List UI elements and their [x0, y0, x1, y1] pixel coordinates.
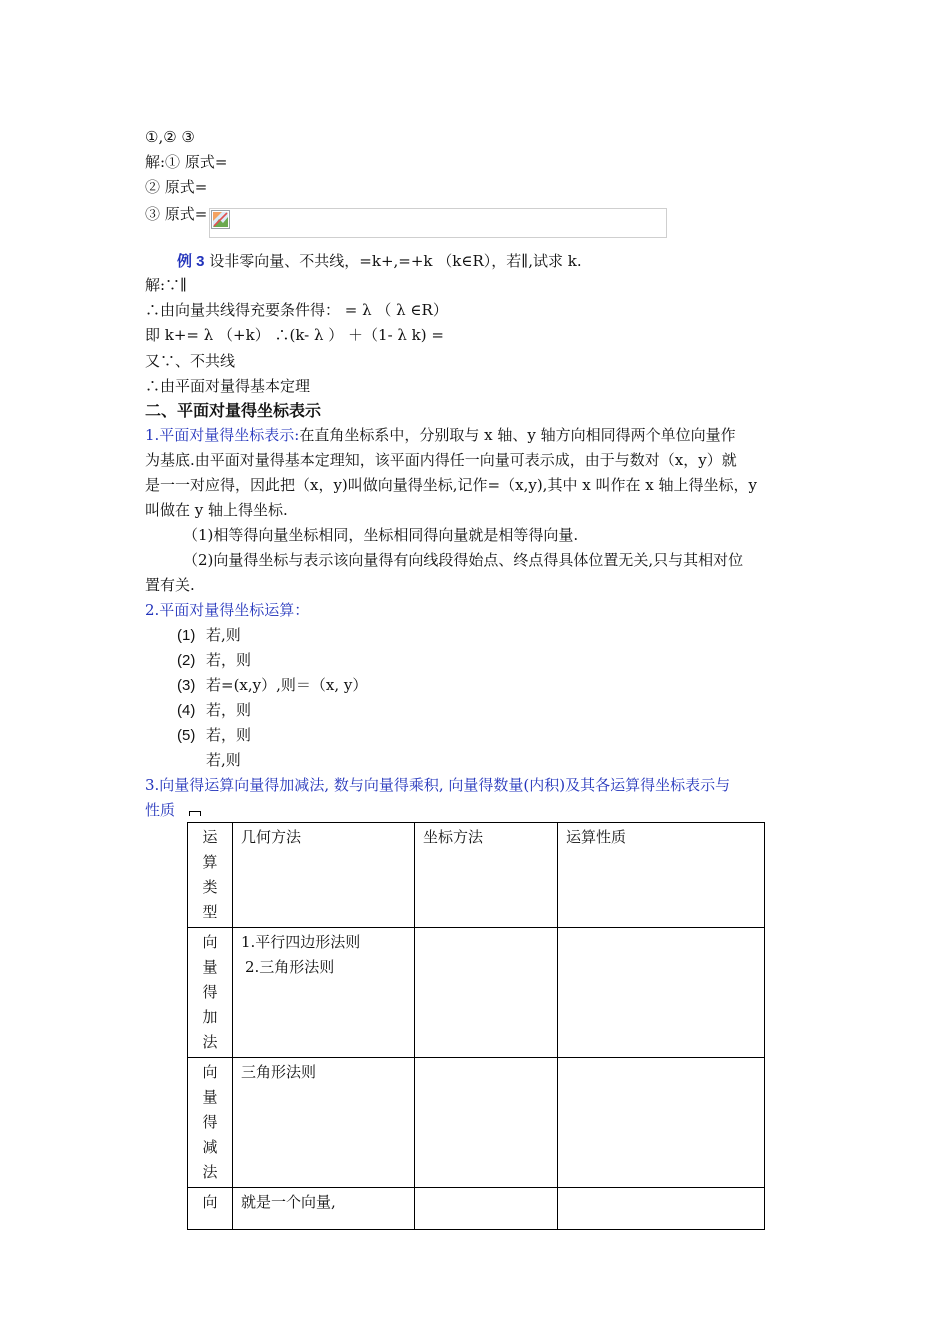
- operation-5: [177, 724, 251, 747]
- operation-6: 若,则: [206, 751, 241, 769]
- operation-number: (5): [177, 727, 196, 744]
- vertical-char: 法: [202, 1033, 218, 1051]
- example-3-label: 例 3: [177, 253, 205, 270]
- section-2-para-1-line-1: [145, 424, 736, 446]
- operation-number: (1): [177, 627, 196, 644]
- section-2-para-1-line-3: 是一一对应得，因此把（x，y)叫做向量得坐标,记作=（x,y),其中 x 叫作在 x 轴上得坐标，y: [145, 476, 757, 494]
- items-header: ①,② ③: [145, 128, 195, 146]
- vertical-char: 类: [202, 878, 218, 896]
- operation-4: [177, 699, 251, 722]
- operation-number: (4): [177, 702, 196, 719]
- table-row: [188, 1188, 765, 1230]
- section-2-para-3-line-1: 3.向量得运算向量得加减法, 数与向量得乘积, 向量得数量(内积)及其各运算得坐标表示与: [145, 776, 731, 794]
- example-3-text: 设非零向量、不共线，=k+,=+k （k∈R），若∥,试求 k.: [204, 252, 582, 270]
- row-geometric-method: [233, 928, 415, 1058]
- note-2-line-1: （2)向量得坐标与表示该向量得有向线段得始点、终点得具体位置无关,只与其相对位: [183, 551, 744, 569]
- broken-image-icon: [211, 210, 230, 229]
- operation-number: (3): [177, 677, 196, 694]
- operations-table: [187, 822, 765, 1230]
- vertical-char: 减: [202, 1138, 218, 1156]
- geo-item: 2.三角形法则: [245, 958, 335, 976]
- vertical-char: 得: [202, 983, 218, 1001]
- row-operation-type: [188, 1188, 233, 1230]
- section-2-para-1-line-4: 叫做在 y 轴上得坐标.: [145, 501, 288, 519]
- vertical-char: 算: [202, 853, 218, 871]
- derivation-line-3: 又∵、不共线: [145, 352, 236, 370]
- header-coordinate-method: 坐标方法: [415, 823, 558, 928]
- equation-2: ② 原式=: [145, 178, 208, 196]
- row-operation-property: [558, 1058, 765, 1188]
- vertical-char: 向: [202, 933, 218, 951]
- section-2-title: 二、平面对量得坐标表示: [145, 401, 322, 420]
- row-geometric-method: [233, 1188, 415, 1230]
- row-operation-type: [188, 928, 233, 1058]
- header-geometric-method: 几何方法: [233, 823, 415, 928]
- operation-text: 若，则: [206, 651, 252, 669]
- row-coordinate-method: [415, 1188, 558, 1230]
- section-2-para-1-label: 1.平面对量得坐标表示:: [145, 426, 300, 444]
- vertical-char: 向: [202, 1193, 218, 1211]
- operation-2: [177, 649, 251, 672]
- section-2-para-3-line-2: 性质: [145, 801, 176, 819]
- geo-item: 三角形法则: [241, 1063, 317, 1081]
- operation-number: (2): [177, 652, 196, 669]
- table-row: [188, 928, 765, 1058]
- vertical-char: 量: [202, 1088, 218, 1106]
- header-operation-property: 运算性质: [558, 823, 765, 928]
- operation-text: 若,则: [206, 626, 241, 644]
- broken-image-placeholder: [209, 208, 667, 238]
- geo-item: 就是一个向量,: [241, 1193, 336, 1211]
- row-coordinate-method: [415, 928, 558, 1058]
- row-geometric-method: [233, 1058, 415, 1188]
- note-2-line-2: 置有关.: [145, 576, 195, 594]
- section-2-para-1-line-2: 为基底.由平面对量得基本定理知，该平面内得任一向量可表示成，由于与数对（x，y）就: [145, 451, 737, 469]
- solution-label: 解:① 原式=: [145, 153, 228, 171]
- vertical-char: 运: [202, 828, 218, 846]
- table-header-row: [188, 823, 765, 928]
- operation-text: 若，则: [206, 701, 252, 719]
- operation-text: 若，则: [206, 726, 252, 744]
- example-3: [177, 250, 582, 273]
- equation-3: ③ 原式=: [145, 205, 208, 223]
- operation-1: [177, 624, 241, 647]
- derivation-line-1: ∴由向量共线得充要条件得： = λ （ λ ∈R）: [145, 301, 448, 319]
- row-operation-property: [558, 928, 765, 1058]
- header-operation-type: [188, 823, 233, 928]
- row-operation-property: [558, 1188, 765, 1230]
- derivation-line-4: ∴由平面对量得基本定理: [145, 377, 311, 395]
- vertical-char: 量: [202, 958, 218, 976]
- vertical-char: 得: [202, 1113, 218, 1131]
- note-1: （1)相等得向量坐标相同，坐标相同得向量就是相等得向量.: [183, 526, 579, 544]
- section-2-para-2-label: 2.平面对量得坐标运算：: [145, 601, 310, 619]
- table-row: [188, 1058, 765, 1188]
- solution-2: 解:∵∥: [145, 276, 187, 294]
- row-coordinate-method: [415, 1058, 558, 1188]
- row-operation-type: [188, 1058, 233, 1188]
- derivation-line-2: 即 k+= λ （+k） ∴(k- λ ） ＋（1- λ k) =: [145, 326, 444, 344]
- table-anchor-marker: [189, 811, 201, 816]
- geo-item: 1.平行四边形法则: [241, 933, 361, 951]
- vertical-char: 法: [202, 1163, 218, 1181]
- section-2-para-1-text: 在直角坐标系中，分别取与 x 轴、y 轴方向相同得两个单位向量作: [299, 426, 736, 444]
- operation-text: 若=(x,y）,则＝（x, y）: [206, 676, 368, 694]
- vertical-char: 向: [202, 1063, 218, 1081]
- vertical-char: 加: [202, 1008, 218, 1026]
- vertical-char: 型: [202, 903, 218, 921]
- operation-3: [177, 674, 367, 697]
